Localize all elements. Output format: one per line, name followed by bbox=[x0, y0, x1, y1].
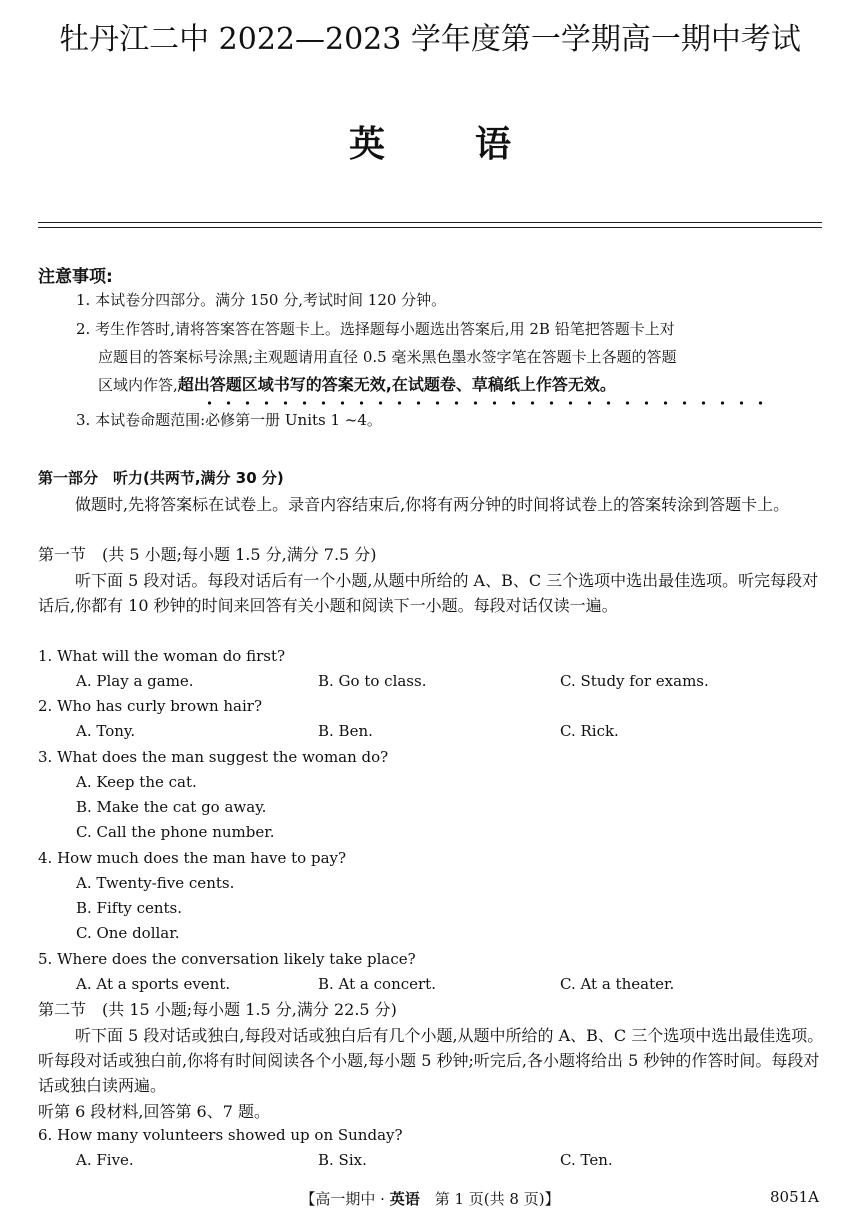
question-6-option-b: B. Six. bbox=[318, 1151, 367, 1169]
divider-top bbox=[38, 222, 822, 223]
question-6-stem: 6. How many volunteers showed up on Sunday? bbox=[38, 1126, 403, 1144]
question-5-option-c: C. At a theater. bbox=[560, 975, 675, 993]
footer-page: 第 1 页(共 8 页)】 bbox=[419, 1190, 560, 1208]
question-1-option-a: A. Play a game. bbox=[76, 672, 194, 690]
subject-char-2: 语 bbox=[475, 124, 512, 165]
question-4-stem: 4. How much does the man have to pay? bbox=[38, 849, 347, 867]
question-2-option-a: A. Tony. bbox=[76, 722, 136, 740]
question-2-stem: 2. Who has curly brown hair? bbox=[38, 697, 262, 715]
notice-item-2-line-3-text: 区域内作答, bbox=[98, 376, 178, 394]
question-5-option-b: B. At a concert. bbox=[318, 975, 436, 993]
question-1-option-b: B. Go to class. bbox=[318, 672, 427, 690]
subject-title bbox=[0, 116, 860, 167]
question-3-option-b: B. Make the cat go away. bbox=[76, 798, 267, 816]
question-6-option-c: C. Ten. bbox=[560, 1151, 613, 1169]
question-5-stem: 5. Where does the conversation likely take place? bbox=[38, 950, 416, 968]
notice-item-2 bbox=[76, 315, 826, 399]
notice-heading: 注意事项: bbox=[38, 267, 113, 287]
question-3-option-c: C. Call the phone number. bbox=[76, 823, 275, 841]
notice-emphasis: 超出答题区域书写的答案无效,在试题卷、草稿纸上作答无效。 bbox=[177, 375, 616, 394]
question-1-option-c: C. Study for exams. bbox=[560, 672, 709, 690]
section1-intro: 听下面 5 段对话。每段对话后有一个小题,从题中所给的 A、B、C 三个选项中选出最佳选项。听完每段对话后,你都有 10 秒钟的时间来回答有关小题和阅读下一小题。每段对话仅读一遍。 bbox=[38, 571, 819, 615]
paper-code: 8051A bbox=[770, 1188, 820, 1206]
question-6-option-a: A. Five. bbox=[76, 1151, 134, 1169]
question-2-option-c: C. Rick. bbox=[560, 722, 619, 740]
footer-open: 【高一期中 · bbox=[300, 1190, 390, 1208]
footer-subject: 英语 bbox=[389, 1190, 420, 1208]
material-6-instruction: 听第 6 段材料,回答第 6、7 题。 bbox=[38, 1102, 270, 1121]
part1-intro: 做题时,先将答案标在试卷上。录音内容结束后,你将有两分钟的时间将试卷上的答案转涂到答题卡上。 bbox=[75, 495, 790, 514]
exam-title: 牡丹江二中 2022—2023 学年度第一学期高一期中考试 bbox=[59, 22, 801, 57]
question-4-option-b: B. Fifty cents. bbox=[76, 899, 183, 917]
divider-bottom bbox=[38, 227, 822, 228]
question-4-option-c: C. One dollar. bbox=[76, 924, 180, 942]
question-3-stem: 3. What does the man suggest the woman do? bbox=[38, 748, 389, 766]
question-1-stem: 1. What will the woman do first? bbox=[38, 647, 286, 665]
subject-char-1: 英 bbox=[348, 124, 385, 165]
notice-item-3: 3. 本试卷命题范围:必修第一册 Units 1 ~4。 bbox=[76, 411, 382, 429]
part1-heading: 第一部分 听力(共两节,满分 30 分) bbox=[38, 469, 284, 487]
question-4-option-a: A. Twenty-five cents. bbox=[76, 874, 235, 892]
notice-item-2-line-1: 2. 考生作答时,请将答案答在答题卡上。选择题每小题选出答案后,用 2B 铅笔把答题卡上对 bbox=[76, 320, 675, 338]
notice-item-2-line-3 bbox=[76, 371, 826, 399]
notice-item-1: 1. 本试卷分四部分。满分 150 分,考试时间 120 分钟。 bbox=[76, 291, 447, 309]
question-5-option-a: A. At a sports event. bbox=[76, 975, 231, 993]
section2-intro: 听下面 5 段对话或独白,每段对话或独白后有几个小题,从题中所给的 A、B、C 三个选项中选出最佳选项。听每段对话或独白前,你将有时间阅读各个小题,每小题 5 秒钟;听完后,各小题将给出 5 秒钟的作答时间。每段对话或独白读两遍。 bbox=[38, 1026, 824, 1095]
question-2-option-b: B. Ben. bbox=[318, 722, 373, 740]
question-3-option-a: A. Keep the cat. bbox=[76, 773, 197, 791]
section2-heading: 第二节 (共 15 小题;每小题 1.5 分,满分 22.5 分) bbox=[38, 1000, 397, 1019]
notice-item-2-line-2: 应题目的答案标号涂黑;主观题请用直径 0.5 毫米黑色墨水签字笔在答题卡上各题的答题 bbox=[98, 348, 677, 366]
page-footer bbox=[0, 1188, 860, 1209]
section1-heading: 第一节 (共 5 小题;每小题 1.5 分,满分 7.5 分) bbox=[38, 545, 377, 564]
